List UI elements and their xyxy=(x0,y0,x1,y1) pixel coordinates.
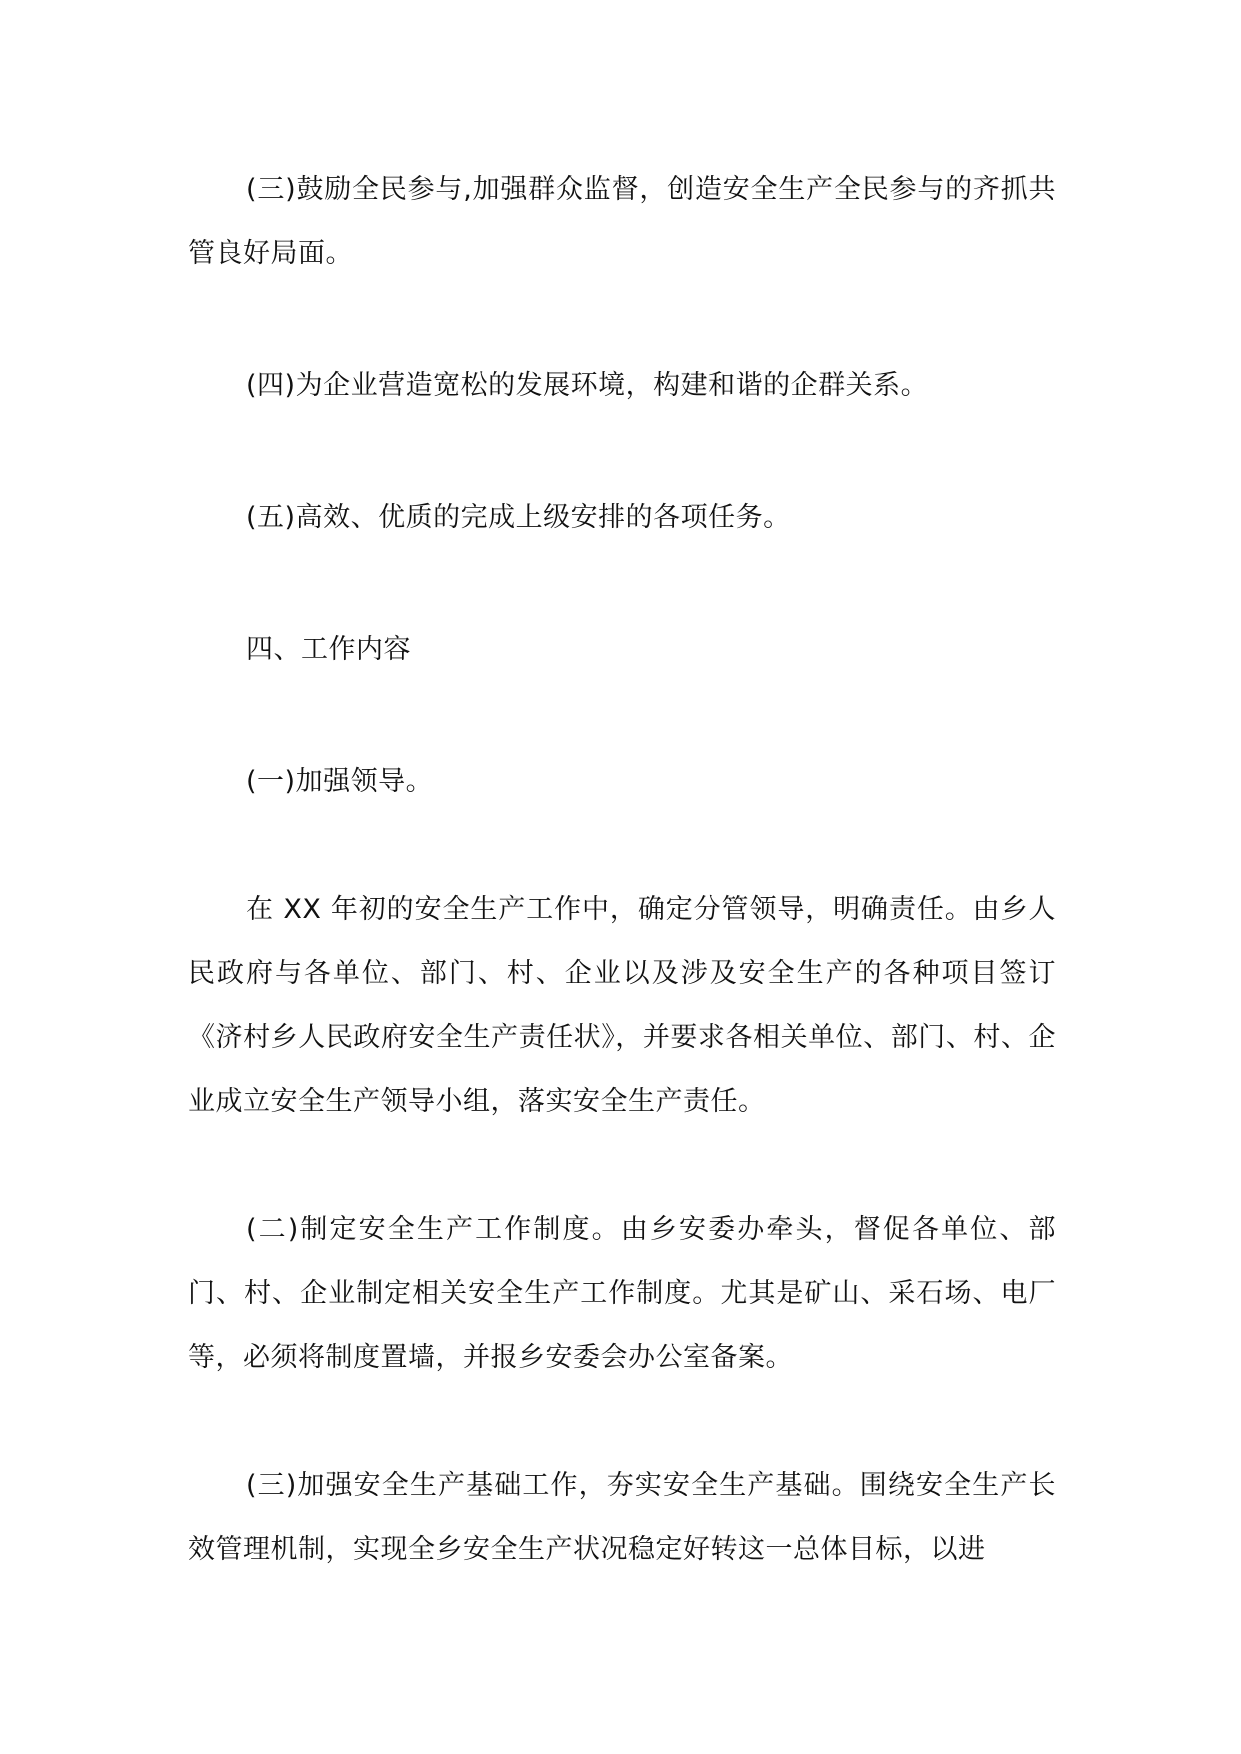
paragraph-complete-tasks: (五)高效、优质的完成上级安排的各项任务。 xyxy=(246,502,791,533)
paragraph-strengthen-leadership: (一)加强领导。 xyxy=(246,766,434,797)
document-body xyxy=(188,158,1056,1582)
paragraph-encourage-participation: (三)鼓励全民参与,加强群众监督，创造安全生产全民参与的齐抓共管良好局面。 xyxy=(188,174,1056,269)
paragraph-safety-system: (二)制定安全生产工作制度。由乡安委办牵头，督促各单位、部门、村、企业制定相关安全生产工作制度。尤其是矿山、采石场、电厂等，必须将制度置墙，并报乡安委会办公室备案。 xyxy=(188,1214,1056,1373)
paragraph-business-environment: (四)为企业营造宽松的发展环境，构建和谐的企群关系。 xyxy=(246,370,929,401)
section-heading-work-content: 四、工作内容 xyxy=(246,634,411,665)
paragraph-foundation-work: (三)加强安全生产基础工作，夯实安全生产基础。围绕安全生产长效管理机制，实现全乡安全生产状况稳定好转这一总体目标，以进 xyxy=(188,1470,1056,1565)
paragraph-responsibility-assignment: 在 XX 年初的安全生产工作中，确定分管领导，明确责任。由乡人民政府与各单位、部门、村、企业以及涉及安全生产的各种项目签订《济村乡人民政府安全生产责任状》，并要求各相关单位、部门、村、企业成立安全生产领导小组，落实安全生产责任。 xyxy=(188,894,1056,1117)
